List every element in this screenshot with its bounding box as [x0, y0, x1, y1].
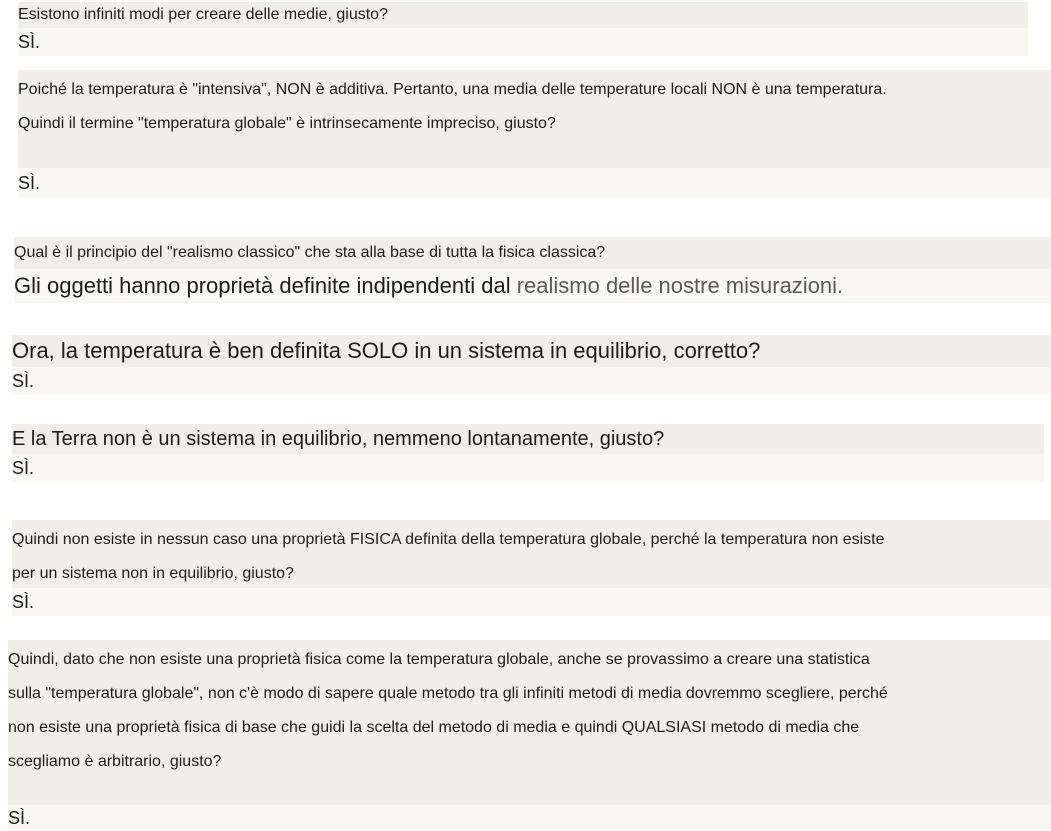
- question-7-line-1: Quindi, dato che non esiste una proprietà fisica come la temperatura globale, anche se provassimo a creare una statistica: [8, 651, 870, 668]
- answer-3-muted: realismo delle nostre misurazioni.: [516, 273, 844, 298]
- question-7-line-4: scegliamo è arbitrario, giusto?: [8, 753, 222, 770]
- question-2-line-2: Quindi il termine "temperatura globale" è intrinsecamente impreciso, giusto?: [18, 115, 556, 132]
- answer-1: SÌ.: [18, 28, 1028, 56]
- question-6-line-1: Quindi non esiste in nessun caso una proprietà FISICA definita della temperatura globale, perché la temperatura non esiste: [12, 531, 885, 548]
- answer-5: SÌ.: [12, 454, 1044, 482]
- question-7: [8, 640, 1051, 805]
- answer-3: [14, 269, 1051, 303]
- answer-7: SÌ.: [8, 805, 1051, 831]
- question-1: Esistono infiniti modi per creare delle medie, giusto?: [18, 2, 1028, 28]
- question-7-line-2: sulla "temperatura globale", non c'è modo di sapere quale metodo tra gli infiniti metodi di media dovremmo scegliere, perché: [8, 685, 888, 702]
- question-2-line-1: Poiché la temperatura è "intensiva", NON è additiva. Pertanto, una media delle temperature locali NON è una temperatura.: [18, 81, 887, 98]
- question-6: [12, 520, 1051, 588]
- answer-2: SÌ.: [18, 168, 1051, 198]
- question-2: [18, 70, 1051, 168]
- answer-4: SÌ.: [12, 367, 1051, 395]
- question-4: Ora, la temperatura è ben definita SOLO in un sistema in equilibrio, corretto?: [12, 335, 1051, 367]
- question-7-line-3: non esiste una proprietà fisica di base che guidi la scelta del metodo di media e quindi QUALSIASI metodo di media che: [8, 719, 860, 736]
- question-6-line-2: per un sistema non in equilibrio, giusto?: [12, 565, 294, 582]
- answer-6: SÌ.: [12, 588, 1051, 616]
- answer-3-main: Gli oggetti hanno proprietà definite indipendenti dal: [14, 273, 517, 298]
- question-3: Qual è il principio del "realismo classico" che sta alla base di tutta la fisica classica?: [14, 237, 1051, 269]
- question-5: E la Terra non è un sistema in equilibrio, nemmeno lontanamente, giusto?: [12, 424, 1044, 454]
